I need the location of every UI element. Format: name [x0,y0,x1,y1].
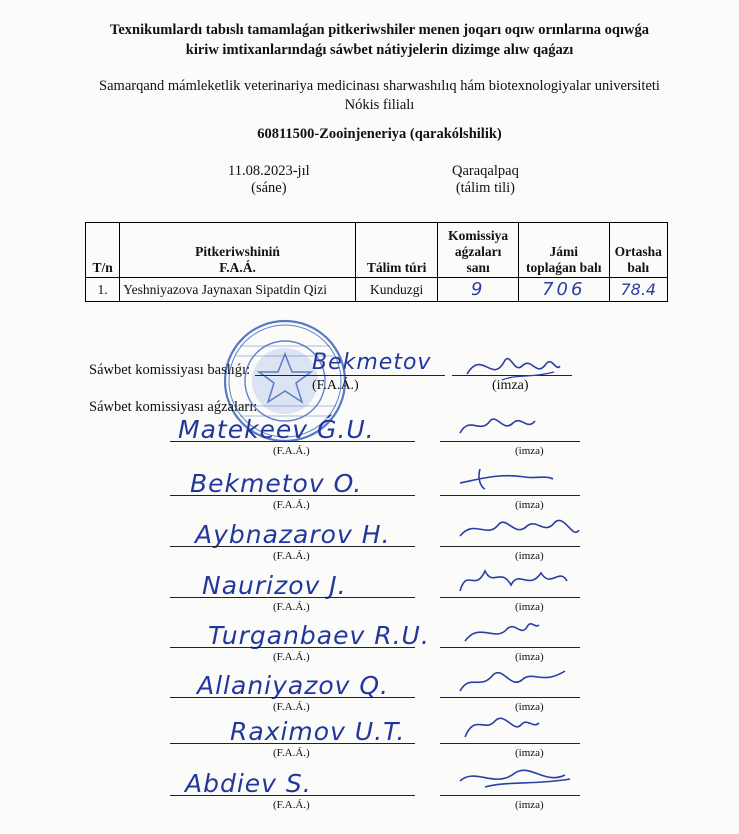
member-fio-line [170,546,415,547]
member-fio-line [170,495,415,496]
row-avg-score: 78.4 [609,278,667,302]
member-fio-line [170,697,415,698]
row-num: 1. [86,278,120,302]
exam-date [228,163,310,197]
member-signature [455,459,590,499]
member-handwritten-name: Turganbaev R.U. [208,621,430,650]
member-sign-caption: (imza) [515,651,544,663]
member-signature [455,707,590,747]
member-fio-caption: (F.A.Á.) [273,550,310,562]
member-fio-line [170,795,415,796]
member-handwritten-name: Naurizov J. [202,571,347,600]
member-fio-line [170,743,415,744]
date-value: 11.08.2023-jıl [228,163,310,179]
header-commission-line-3: sanı [466,260,490,275]
university-name [40,77,719,115]
member-signature [455,561,590,601]
member-handwritten-name: Bekmetov O. [190,469,363,498]
member-fio-caption: (F.A.Á.) [273,651,310,663]
chair-sign-caption: (imza) [492,378,529,393]
member-signature [455,661,590,701]
header-total [518,223,609,278]
member-fio-line [170,597,415,598]
header-commission-line-1: Komissiya [448,228,509,243]
header-commission [438,223,519,278]
row-commission-count: 9 [438,278,519,302]
header-total-line-1: Jámi [549,244,578,259]
member-signature [455,405,590,445]
member-handwritten-name: Raximov U.T. [230,717,406,746]
member-fio-caption: (F.A.Á.) [273,747,310,759]
university-line-2: Nókis filialı [344,97,415,113]
chair-label: Sáwbet komissiyası baslıǵı: [89,362,251,378]
table-row [86,278,668,302]
study-language [452,163,519,197]
member-signature [455,510,590,550]
member-fio-caption: (F.A.Á.) [273,499,310,511]
member-sign-caption: (imza) [515,747,544,759]
member-fio-caption: (F.A.Á.) [273,701,310,713]
member-sign-caption: (imza) [515,701,544,713]
date-caption: (sáne) [251,180,287,196]
specialty: 60811500-Zooinjeneriya (qarakólshilik) [257,126,502,142]
member-signature [455,611,590,651]
header-avg [609,223,667,278]
university-line-1: Samarqand mámleketlik veterinariya medicinası sharwashılıq hám biotexnologiyalar universiteti [99,78,660,94]
header-total-line-2: toplaǵan balı [526,260,602,275]
header-name-line-2: F.A.Á. [219,260,256,275]
header-avg-line-1: Ortasha [614,244,662,259]
header-name [120,223,356,278]
member-sign-caption: (imza) [515,499,544,511]
header-name-line-1: Pitkeriwshiniń [195,244,280,259]
header-commission-line-2: aǵzaları [454,244,502,259]
header-study-form: Tálim túri [355,223,438,278]
member-handwritten-name: Allaniyazov Q. [197,671,390,700]
member-handwritten-name: Aybnazarov H. [195,520,391,549]
member-fio-line [170,647,415,648]
language-caption: (tálim tili) [455,180,516,196]
chair-signature [462,344,562,388]
member-sign-caption: (imza) [515,799,544,811]
title-line-2: kiriw imtixanlarındaǵı sáwbet nátiyjelerin dizimge alıw qaǵazı [185,42,574,58]
chair-fio-caption: (F.A.Á.) [312,378,359,393]
member-handwritten-name: Matekeev Ǵ.U. [178,415,375,444]
member-sign-caption: (imza) [515,550,544,562]
header-avg-line-2: balı [627,260,650,275]
table-header-row [86,223,668,278]
members-label: Sáwbet komissiyası aǵzaları: [89,399,258,415]
row-name: Yeshniyazova Jaynaxan Sipatdin Qizi [120,278,356,302]
member-fio-line [170,441,415,442]
row-total-score: 706 [518,278,609,302]
results-table [85,222,668,302]
document-title [60,20,699,60]
chair-handwritten-name: Bekmetov [312,350,432,375]
chair-fio-line [255,375,445,376]
member-fio-caption: (F.A.Á.) [273,799,310,811]
member-sign-caption: (imza) [515,445,544,457]
member-fio-caption: (F.A.Á.) [273,445,310,457]
member-sign-caption: (imza) [515,601,544,613]
header-num: T/n [86,223,120,278]
row-study-form: Kunduzgi [355,278,438,302]
language-value: Qaraqalpaq [452,163,519,179]
member-signature [455,759,590,799]
member-fio-caption: (F.A.Á.) [273,601,310,613]
title-line-1: Texnikumlardı tabıslı tamamlaǵan pitkeriwshiler menen joqarı oqıw orınlarına oqıwǵa [110,22,649,38]
member-handwritten-name: Abdiev S. [185,769,312,798]
